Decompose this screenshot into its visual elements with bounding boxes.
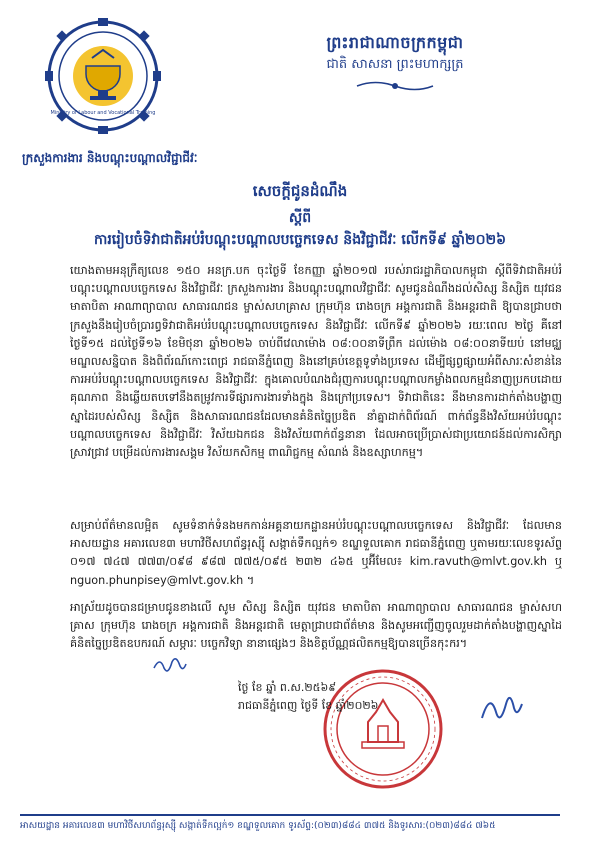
national-motto: ជាតិ សាសនា ព្រះមហាក្សត្រ	[326, 57, 464, 72]
handwritten-initial-icon	[150, 652, 190, 676]
kingdom-heading: ព្រះរាជាណាចក្រកម្ពុជា	[326, 33, 464, 52]
ministry-logo	[28, 14, 178, 144]
body-paragraph-1: យោងតាមអនុក្រឹត្យលេខ ១៥០ អនក្រ.បក ចុះថ្ងៃទី ខែកញ្ញា ឆ្នាំ២០១៧ របស់រាជរដ្ឋាភិបាលកម្ពុជា ស្តីពីទិវាជាតិអប់រំបណ្តុះបណ្តាលបច្ចេកទេស និងវិជ្ជាជីវៈ ក្រសួងការងារ និងបណ្តុះបណ្តាលវិជ្ជាជីវៈ សូមជូនដំណឹងដល់សិស្ស និស្សិត យុវជន មាតាបិតា អាណាព្យាបាល សាធារណជន ម្ចាស់សហគ្រាស ក្រុមហ៊ុន រោងចក្រ អង្គការជាតិ និងអន្តរជាតិ ឱ្យបានជ្រាបថា ក្រសួងនឹងរៀបចំប្រារព្ធទិវាជាតិអប់រំបណ្តុះបណ្តាលបច្ចេកទេស និងវិជ្ជាជីវៈ លើកទី៩ ឆ្នាំ២០២៦ រយៈពេល ២ថ្ងៃ គឺនៅថ្ងៃទី១៥ ដល់ថ្ងៃទី១៦ ខែមិថុនា ឆ្នាំ២០២៦ ចាប់ពីវេលាម៉ោង ០៨:០០នាទីព្រឹក ដល់ម៉ោង ០៨:០០នាទីយប់ នៅមជ្ឈមណ្ឌលសន្និបាត និងពិព័រណ៍កោះពេជ្រ រាជធានីភ្នំពេញ និងនៅគ្រប់ខេត្តទូទាំងប្រទេស ដើម្បីផ្សព្វផ្សាយអំពីសារៈសំខាន់នៃការអប់រំបណ្តុះបណ្តាលបច្ចេកទេស និងវិជ្ជាជីវៈ ក្នុងគោលបំណងជំរុញការបណ្តុះបណ្តាលកម្លាំងពលកម្មជំនាញប្រកបដោយគុណភាព និងឆ្លើយតបទៅនឹងតម្រូវការទីផ្សារការងារទាំងក្នុង និងក្រៅប្រទេស។ ទិវាជាតិនេះ នឹងមានការដាក់តាំងបង្ហាញស្នាដៃរបស់សិស្ស និស្សិត និងសាធារណជនដែលមានគំនិតច្នៃប្រឌិត នាំគ្នាដាក់ពិព័រណ៍ ពាក់ព័ន្ធនឹងវិស័យអប់រំបណ្តុះបណ្តាលបច្ចេកទេស និងវិជ្ជាជីវៈ វិស័យឯកជន និងវិស័យពាក់ព័ន្ធនានា ដែលអាចប្រើប្រាស់ជាប្រយោជន៍ដល់ការសិក្សាស្រាវជ្រាវ បម្រើដល់ការងារសង្គម វិស័យកសិកម្ម ពាណិជ្ជកម្ម សំណង់ និងឧស្សាហកម្ម។	[70, 264, 562, 460]
date-solar: រាជធានីភ្នំពេញ ថ្ងៃទី ខែ ឆ្នាំ២០២៦	[238, 699, 379, 712]
body-paragraph-3: អាស្រ័យដូចបានជម្រាបជូនខាងលើ សូម សិស្ស និស្សិត យុវជន មាតាបិតា អាណាព្យាបាល សាធារណជន ម្ចាស់សហគ្រាស ក្រុមហ៊ុន រោងចក្រ អង្គការជាតិ និងអន្តរជាតិ មេត្តាជ្រាបជាព័ត៌មាន និងសូមអញ្ជើញចូលរួមដាក់តាំងបង្ហាញស្នាដៃ គំនិតច្នៃប្រឌិតឧបករណ៍ សម្ភារៈ បច្ចេកវិទ្យា នានាផ្សេងៗ និងខិត្តប័ណ្ណផលិតកម្មឱ្យបានច្រើនកុះករ។	[70, 601, 562, 651]
notice-title: សេចក្តីជូនដំណឹង	[252, 182, 348, 200]
date-lunar: ថ្ងៃ ខែ ឆ្នាំ ព.ស.២៥៦៩	[238, 681, 337, 694]
footer-address: អាសយដ្ឋាន អគារលេខ៣ មហាវិថីសហព័ន្ធរុស្ស៊ី សង្កាត់ទឹកល្អក់១ ខណ្ឌទួលគោក ទូរស័ព្ទ:(០២៣)៨៨៤ ៣៧៥ និងទូរសារ:(០២៣)៨៨៤ ៧៦៥	[20, 821, 496, 831]
logo-text: Ministry of Labour and Vocational Training	[50, 110, 156, 116]
ornament-divider-icon	[355, 78, 435, 92]
notice-topic: ការរៀបចំទិវាជាតិអប់រំបណ្តុះបណ្តាលបច្ចេកទេស និងវិជ្ជាជីវៈ លើកទី៩ ឆ្នាំ២០២៦	[93, 232, 507, 248]
notice-subtitle: ស្តីពី	[288, 210, 312, 226]
footer-divider	[20, 814, 560, 816]
ministry-name: ក្រសួងការងារ និងបណ្តុះបណ្តាលវិជ្ជាជីវៈ	[22, 151, 198, 165]
signature-icon	[478, 688, 526, 728]
body-paragraph-2: សម្រាប់ព័ត៌មានលម្អិត សូមទំនាក់ទំនងមកកាន់អគ្គនាយកដ្ឋានអប់រំបណ្តុះបណ្តាលបច្ចេកទេស និងវិជ្ជាជីវៈ ដែលមានអាសយដ្ឋាន អគារលេខ៣ មហាវិថីសហព័ន្ធរុស្ស៊ី សង្កាត់ទឹកល្អក់១ ខណ្ឌទួលគោក រាជធានីភ្នំពេញ ឬតាមរយៈលេខទូរស័ព្ទ ០១៧ ៧៤៧ ៧៧៣/០៩៨ ៩៨៧ ៧៧៥/០៩៥ ២៣២ ៤៦៥ ឬអ៊ីមែល៖ kim.ravuth@mlvt.gov.kh ឬ nguon.phunpisey@mlvt.gov.kh ។	[70, 519, 562, 587]
